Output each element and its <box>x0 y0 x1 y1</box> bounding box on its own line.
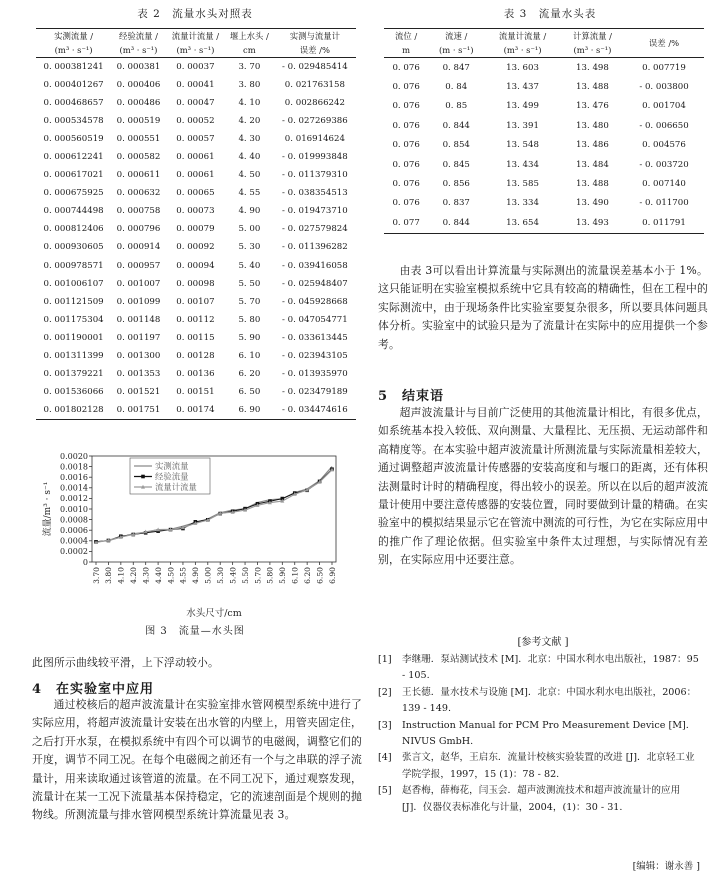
table-cell: 0. 000611 <box>116 170 161 181</box>
table-cell: 0. 076 <box>392 159 420 170</box>
table-cell: 0. 000930605 <box>43 242 104 253</box>
table-row <box>36 293 356 311</box>
x-tick-label: 4.40 <box>153 567 163 584</box>
x-tick-label: 4.10 <box>116 567 126 584</box>
table-row <box>384 77 704 96</box>
table-cell: - 0. 027269386 <box>281 116 348 127</box>
table-cell: 0. 001007 <box>116 278 161 289</box>
x-tick-label: 6.20 <box>302 567 312 584</box>
table-row <box>36 311 356 329</box>
col-header-meter-flow: 流量计流量 / <box>498 31 547 41</box>
reference-number: [4] <box>378 752 392 764</box>
reference-text: 赵香梅，薛梅花，闫玉会．超声波测流技术和超声波流量计的应用 [J]．仪器仪表标准化与计量，2004，(1)：30 - 31. <box>402 785 681 813</box>
table-row <box>36 347 356 365</box>
table-cell: - 0. 033613445 <box>281 332 348 343</box>
table-cell: 0. 001379221 <box>43 368 104 379</box>
table-row <box>384 116 704 135</box>
table-row <box>384 213 704 233</box>
table-cell: 0. 076 <box>392 198 420 209</box>
references-list <box>378 652 704 816</box>
table-cell: 0. 001802128 <box>43 404 104 415</box>
y-tick-label: 0.0016 <box>60 473 88 482</box>
y-tick-label: 0.0008 <box>60 515 88 525</box>
table-cell: 0. 856 <box>442 179 470 190</box>
table3-header-row1 <box>384 29 704 44</box>
table-row <box>36 94 356 112</box>
table-cell: 5. 50 <box>238 278 261 289</box>
table-cell: 0. 001190001 <box>43 332 104 343</box>
col-unit-error: 误差 /% <box>299 45 330 55</box>
table-cell: 0. 844 <box>442 217 470 228</box>
table3 <box>384 28 704 234</box>
col-header-error3: 误差 /% <box>648 38 680 48</box>
col-unit-level: m <box>402 45 411 55</box>
y-tick-label: 0.0010 <box>60 504 88 514</box>
table-cell: 0. 000381 <box>116 62 161 73</box>
table-cell: 13. 334 <box>506 198 539 209</box>
table-cell: 0. 844 <box>442 120 470 131</box>
table-cell: - 0. 019993848 <box>281 152 348 163</box>
table-row <box>36 148 356 166</box>
table-cell: 0. 00057 <box>176 134 215 145</box>
table3-caption: 表 3 流量水头表 <box>503 8 597 20</box>
table-row <box>36 329 356 347</box>
table2-header-row1 <box>36 29 356 44</box>
table2-caption: 表 2 流量水头对照表 <box>137 8 253 20</box>
y-tick-label: 0.0020 <box>60 451 88 461</box>
y-tick-label: 0.0002 <box>60 547 88 557</box>
table-cell: 0. 076 <box>392 82 420 93</box>
x-tick-label: 5.70 <box>253 567 263 584</box>
col-header-meter: 流量计流量 / <box>171 31 220 41</box>
references-title: [参考文献 ] <box>517 637 569 648</box>
table-cell: 13. 493 <box>576 217 609 228</box>
x-tick-label: 5.50 <box>240 567 250 584</box>
table-cell: - 0. 045928668 <box>281 296 348 307</box>
table-cell: 4. 20 <box>238 116 261 127</box>
table-cell: - 0. 011700 <box>639 198 689 209</box>
table-cell: - 0. 019473710 <box>281 206 348 217</box>
table-cell: - 0. 047054771 <box>281 314 348 325</box>
reference-item <box>378 718 704 751</box>
table-cell: 5. 40 <box>238 260 261 271</box>
table-cell: 0. 000796 <box>116 224 161 235</box>
table-cell: 0. 077 <box>392 217 420 228</box>
table2-body <box>36 58 356 420</box>
table-cell: 0. 016914624 <box>284 134 345 145</box>
table-cell: 5. 80 <box>238 314 261 325</box>
reference-item <box>378 685 704 718</box>
table-row <box>36 220 356 238</box>
table-cell: 0. 00073 <box>176 206 215 217</box>
col-header-level: 流位 / <box>395 31 418 41</box>
legend-marker <box>141 475 145 479</box>
y-tick-label: 0 <box>82 557 88 567</box>
table-row <box>36 383 356 401</box>
flow-head-chart <box>36 450 356 620</box>
table-cell: 0. 000560519 <box>43 134 104 145</box>
table-cell: 13. 498 <box>576 62 609 73</box>
table-cell: 4. 55 <box>238 188 261 199</box>
table-cell: 5. 00 <box>238 224 261 235</box>
table-cell: 6. 10 <box>238 350 261 361</box>
table-cell: 4. 90 <box>238 206 261 217</box>
table-cell: - 0. 025948407 <box>281 278 348 289</box>
x-tick-label: 4.55 <box>178 567 188 584</box>
x-tick-label: 4.50 <box>166 567 176 584</box>
table-cell: 0. 001300 <box>116 350 161 361</box>
table-row <box>36 401 356 420</box>
table-cell: 5. 30 <box>238 242 261 253</box>
table-cell: 0. 00079 <box>176 224 215 235</box>
table-cell: 0. 00107 <box>176 296 215 307</box>
table-cell: 0. 000551 <box>116 134 161 145</box>
table-cell: 6. 90 <box>238 404 261 415</box>
table-row <box>384 194 704 213</box>
reference-number: [2] <box>378 686 392 698</box>
table-cell: 0. 00065 <box>176 188 215 199</box>
table-cell: 0. 000914 <box>116 242 161 253</box>
table-cell: 0. 001099 <box>116 296 161 307</box>
table-cell: 4. 30 <box>238 134 261 145</box>
table-cell: 0. 000957 <box>116 260 161 271</box>
table-cell: 4. 50 <box>238 170 261 181</box>
table-row <box>36 365 356 383</box>
table-cell: 0. 001751 <box>116 404 161 415</box>
table-cell: 0. 001536066 <box>43 386 104 397</box>
table-cell: 0. 000632 <box>116 188 161 199</box>
table2 <box>36 28 356 420</box>
table-cell: 13. 484 <box>576 159 609 170</box>
table-row <box>384 58 704 78</box>
table3-body <box>384 58 704 234</box>
col-unit-velocity: (m · s⁻¹) <box>438 45 474 55</box>
reference-text: 李继珊．泵站测试技术 [M]．北京：中国水利水电出版社，1987：95 - 105. <box>402 654 699 682</box>
x-tick-label: 4.30 <box>141 567 151 584</box>
x-axis-label: 水头尺寸/cm <box>186 608 242 619</box>
col-unit-meter-flow: (m³ · s⁻¹) <box>503 45 542 55</box>
table-cell: 0. 001704 <box>642 101 686 112</box>
y-tick-label: 0.0004 <box>60 536 88 546</box>
x-tick-label: 4.90 <box>191 567 201 584</box>
table-cell: 13. 488 <box>576 179 609 190</box>
col-header-error: 实测与流量计 <box>289 31 340 41</box>
table-cell: 4. 40 <box>238 152 261 163</box>
table-cell: 0. 000401267 <box>43 80 104 91</box>
table-cell: 0. 000675925 <box>43 188 104 199</box>
table-cell: 0. 007719 <box>642 62 686 73</box>
y-tick-label: 0.0014 <box>60 483 88 493</box>
table-cell: 3. 80 <box>238 80 261 91</box>
table-cell: 0. 000406 <box>116 80 161 91</box>
legend-label: 经验流量 <box>155 471 189 482</box>
x-tick-label: 4.20 <box>129 567 139 584</box>
table-cell: 5. 70 <box>238 296 261 307</box>
table-cell: 13. 499 <box>506 101 539 112</box>
x-tick-label: 6.90 <box>327 567 337 584</box>
table-row <box>36 238 356 256</box>
reference-item <box>378 783 704 816</box>
table-row <box>36 130 356 148</box>
table-cell: 0. 001353 <box>116 368 161 379</box>
table-cell: 13. 548 <box>506 140 539 151</box>
table-row <box>36 257 356 275</box>
table-cell: 0. 00092 <box>176 242 215 253</box>
col-unit-meter: (m³ · s⁻¹) <box>176 45 215 55</box>
col-unit-calc-flow: (m³ · s⁻¹) <box>573 45 612 55</box>
y-tick-label: 0.0006 <box>60 526 88 535</box>
left-paragraph-1: 通过校核后的超声波流量计在实验室排水管网模型系统中进行了实际应用，将超声波流量计安装在出水管的内壁上，用管夹固定住，之后打开水泵，在模拟系统中有四个可以调节的电磁阀，调整它们的开度，调节不同工况。在每个电磁阀之前还有一个与之串联的浮子流量计，用来读取通过该管道的流量。在不同工况下，通过观察发现，流量计在某一工况下流量基本保持稳定，它的流速剖面是个规则的抛物线。所测流量与排水管网模型系统计算流量见表 3。 <box>32 698 362 822</box>
table-cell: 0. 001311399 <box>43 350 104 361</box>
table-cell: 0. 000486 <box>116 98 161 109</box>
table-cell: 0. 00115 <box>176 332 215 343</box>
table-cell: 0. 076 <box>392 179 420 190</box>
col-header-measured: 实测流量 / <box>54 31 94 41</box>
table-cell: 0. 000744498 <box>43 206 104 217</box>
x-tick-label: 5.80 <box>265 567 275 584</box>
table-row <box>384 155 704 174</box>
reference-text: 王长德．量水技术与设施 [M]．北京：中国水利水电出版社，2006：139 - 149. <box>402 686 697 715</box>
col-header-empirical: 经验流量 / <box>119 31 158 41</box>
table2-header-row2 <box>36 43 356 58</box>
table-cell: 5. 90 <box>238 332 261 343</box>
table-row <box>36 166 356 184</box>
table-cell: 13. 654 <box>506 217 539 228</box>
table-cell: 6. 50 <box>238 386 261 397</box>
table-cell: 13. 391 <box>506 120 539 131</box>
table-cell: 0. 000468657 <box>43 98 104 109</box>
col-header-head: 堰上水头 / <box>229 31 269 41</box>
table-cell: 0. 00128 <box>176 350 215 361</box>
table-cell: - 0. 011396282 <box>281 242 348 253</box>
table-cell: 0. 00094 <box>176 260 215 271</box>
table-cell: - 0. 023479189 <box>281 386 348 397</box>
y-tick-label: 0.0018 <box>60 462 88 472</box>
reference-item <box>378 750 704 783</box>
table-cell: 13. 480 <box>576 120 609 131</box>
table-cell: - 0. 003720 <box>639 159 689 170</box>
table-cell: 0. 001521 <box>116 386 161 397</box>
y-axis-label: 流量/m³ · s⁻¹ <box>43 481 53 537</box>
editor-note: [编辑：谢永善 ] <box>632 861 700 872</box>
table-cell: 13. 490 <box>576 198 609 209</box>
table-cell: 0. 00037 <box>176 62 215 73</box>
col-header-velocity: 流速 / <box>445 31 468 41</box>
table-cell: 0. 076 <box>392 101 420 112</box>
table-cell: 0. 001148 <box>116 314 161 325</box>
table-cell: 13. 585 <box>506 179 539 190</box>
reference-text: Instruction Manual for PCM Pro Measurement Device [M]. NIVUS GmbH. <box>402 719 689 748</box>
table-cell: - 0. 013935970 <box>281 368 348 379</box>
table-row <box>36 202 356 220</box>
table-cell: - 0. 003800 <box>639 82 689 93</box>
x-tick-label: 5.40 <box>228 567 238 584</box>
table-cell: 3. 70 <box>238 62 261 73</box>
table-cell: 0. 00112 <box>176 314 215 325</box>
table-cell: 0. 076 <box>392 62 420 73</box>
figure3-caption: 图 3 流量—水头图 <box>145 626 245 637</box>
table-cell: 0. 84 <box>445 82 468 93</box>
section-4-heading: 4 在实验室中应用 <box>32 682 155 697</box>
col-unit-measured: (m³ · s⁻¹) <box>54 45 93 55</box>
table-cell: 0. 076 <box>392 140 420 151</box>
table-cell: 0. 000758 <box>116 206 161 217</box>
table-cell: 0. 00136 <box>176 368 215 379</box>
table-cell: 0. 001175304 <box>43 314 104 325</box>
x-tick-label: 5.00 <box>203 567 213 584</box>
table-cell: 0. 000582 <box>116 152 161 163</box>
table-cell: 13. 434 <box>506 159 539 170</box>
right-paragraph-1: 由表 3可以看出计算流量与实际测出的流量误差基本小于 1%。这只能证明在实验室模拟系统中它具有较高的精确性，但在工程中的实际测流中，由于现场条件比实验室要复杂很多，所以要具体问题具体分析。实验室中的试验只是为了流量计在实际中的应用提供一个参考。 <box>378 264 708 351</box>
col-unit-head: cm <box>243 45 256 55</box>
table-cell: 0. 00052 <box>176 116 215 127</box>
table-cell: 0. 000812406 <box>43 224 104 235</box>
table-cell: 13. 488 <box>576 82 609 93</box>
col-header-calc-flow: 计算流量 / <box>572 31 612 41</box>
table-cell: 0. 85 <box>445 101 468 112</box>
table-cell: 0. 000978571 <box>43 260 104 271</box>
table2-header <box>36 29 356 58</box>
x-tick-label: 3.80 <box>104 567 114 584</box>
table-row <box>36 184 356 202</box>
table-row <box>384 97 704 116</box>
left-paragraph-0: 此图所示曲线较平滑，上下浮动较小。 <box>32 656 219 669</box>
table-cell: 13. 476 <box>576 101 609 112</box>
reference-text: 张言文，赵华，王启东．流量计校核实验装置的改进 [J]．北京轻工业学院学报，1997，15 (1)：78 - 82. <box>402 752 695 780</box>
table-cell: - 0. 038354513 <box>281 188 348 199</box>
table-cell: 0. 00041 <box>176 80 215 91</box>
reference-item <box>378 652 704 685</box>
table-cell: 0. 00174 <box>176 404 215 415</box>
table-cell: 0. 001197 <box>116 332 161 343</box>
table-cell: 13. 486 <box>576 140 609 151</box>
reference-number: [5] <box>378 785 392 797</box>
legend-label: 流量计流量 <box>155 482 197 492</box>
table-cell: - 0. 006650 <box>639 120 689 131</box>
table-cell: 0. 021763158 <box>284 80 345 91</box>
table-cell: 0. 000617021 <box>43 170 104 181</box>
col-unit-empirical: (m³ · s⁻¹) <box>119 45 158 55</box>
table-cell: - 0. 027579824 <box>281 224 348 235</box>
plot-frame <box>92 456 336 562</box>
table-cell: 0. 002866242 <box>284 98 345 109</box>
table-cell: 6. 20 <box>238 368 261 379</box>
table-cell: 0. 00098 <box>176 278 215 289</box>
table-cell: 0. 000381241 <box>43 62 104 73</box>
table-cell: 0. 00061 <box>176 170 215 181</box>
x-tick-label: 3.70 <box>91 567 101 584</box>
table-cell: 0. 00047 <box>176 98 215 109</box>
table-row <box>36 275 356 293</box>
table-cell: 13. 437 <box>506 82 539 93</box>
table-cell: 0. 00061 <box>176 152 215 163</box>
table-cell: 0. 000519 <box>116 116 161 127</box>
table-cell: 0. 854 <box>442 140 470 151</box>
table-row <box>384 136 704 155</box>
table-cell: 0. 001006107 <box>43 278 104 289</box>
legend-label: 实测流量 <box>155 461 189 471</box>
table-cell: 0. 845 <box>442 159 470 170</box>
table-cell: 0. 00151 <box>176 386 215 397</box>
reference-number: [1] <box>378 654 392 665</box>
section-5-heading: 5 结束语 <box>378 389 445 404</box>
table-row <box>384 174 704 193</box>
table-cell: - 0. 034474616 <box>281 404 348 415</box>
reference-number: [3] <box>378 719 392 731</box>
table-cell: - 0. 023943105 <box>281 350 348 361</box>
table-cell: - 0. 029485414 <box>281 62 348 73</box>
x-tick-label: 5.90 <box>278 567 288 584</box>
table-row <box>36 58 356 77</box>
table-cell: 0. 847 <box>442 62 470 73</box>
table-row <box>36 76 356 94</box>
table-cell: 0. 011791 <box>642 217 686 228</box>
table-cell: 0. 004576 <box>642 140 686 151</box>
table3-header <box>384 29 704 58</box>
table-row <box>36 112 356 130</box>
table-cell: 0. 837 <box>442 198 470 209</box>
table-cell: 13. 603 <box>506 62 539 73</box>
table-cell: 0. 000612241 <box>43 152 104 163</box>
table-cell: - 0. 039416058 <box>281 260 348 271</box>
table-cell: 0. 000534578 <box>43 116 104 127</box>
x-tick-label: 5.30 <box>216 567 226 584</box>
table-cell: 0. 076 <box>392 120 420 131</box>
table-cell: 4. 10 <box>238 98 261 109</box>
x-tick-label: 6.10 <box>290 567 300 584</box>
table-cell: 0. 007140 <box>642 179 686 190</box>
table-cell: 0. 001121509 <box>43 296 104 307</box>
table-cell: - 0. 011379310 <box>281 170 348 181</box>
y-tick-label: 0.0012 <box>60 494 88 504</box>
right-paragraph-2: 超声波流量计与目前广泛使用的其他流量计相比，有很多优点，如系统基本投入较低、双向测量、大量程比、无压损、无运动部件和高精度等。在本实验中超声波流量计所测流量与实际流量相差较大，通过调整超声波流量计传感器的安装高度和与堰口的距离，还有体积法测量时计时的精确程度，得出较小的误差。所以在以后的超声波流量计使用中要注意传感器的安装位置，同时要做到计量的精确。在实验室中的模拟结果显示它在管流中测流的可行性，为它在实际应用中的推广作了理论依据。但实验室中条件太过理想，与实际情况有差别，在实际应用中还要注意。 <box>378 406 708 567</box>
x-tick-label: 6.50 <box>315 567 325 584</box>
